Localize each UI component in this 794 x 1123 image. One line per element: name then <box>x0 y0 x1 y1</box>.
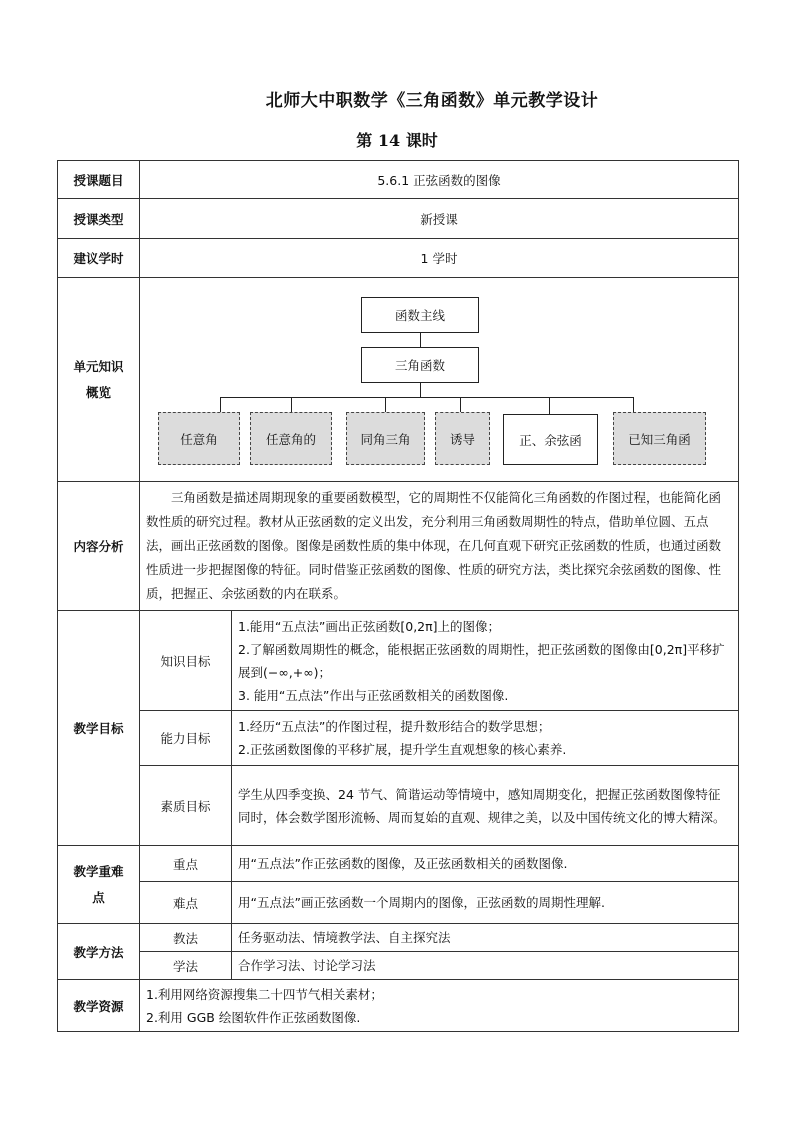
lesson-plan-table <box>57 160 739 1032</box>
difficult-point-label: 难点 <box>140 882 232 924</box>
overview-label <box>58 278 140 482</box>
hours-label: 建议学时 <box>58 239 140 278</box>
diagram-child-box: 已知三角函 <box>613 412 706 465</box>
lesson-number: 第 14 课时 <box>356 131 438 150</box>
diagram-connector <box>549 397 550 414</box>
teaching-method-text: 任务驱动法、情境教学法、自主探究法 <box>232 924 739 952</box>
hours-value: 1 学时 <box>140 239 739 278</box>
overview-label-line2: 概览 <box>85 384 111 400</box>
row-learning-method <box>58 952 739 980</box>
diagram-connector <box>633 397 634 412</box>
type-value: 新授课 <box>140 199 739 239</box>
analysis-text: 三角函数是描述周期现象的重要函数模型，它的周期性不仅能简化三角函数的作图过程，也能简化函数性质的研究过程。教材从正弦函数的定义出发，充分利用三角函数周期性的特点，借助单位圆、五点法，画出正弦函数的图像。图像是函数性质的集中体现，在几何直观下研究正弦函数的性质，也通过函数性质进一步把握图像的特征。同时借鉴正弦函数的图像、性质的研究方法，类比探究余弦函数的图像、性质，把握正、余弦函数的内在联系。 <box>140 482 739 611</box>
ability-goal-list <box>232 711 739 766</box>
keypoints-label <box>58 846 140 924</box>
diagram-child-box: 正、余弦函 <box>503 414 598 465</box>
diagram-connector <box>385 397 386 412</box>
row-difficult-point <box>58 882 739 924</box>
row-goal-ability <box>58 711 739 766</box>
analysis-label: 内容分析 <box>58 482 140 611</box>
ability-goal-label: 能力目标 <box>140 711 232 766</box>
resource-item: 1.利用网络资源搜集二十四节气相关素材； <box>146 986 383 1002</box>
resource-item: 2.利用 GGB 绘图软件作正弦函数图像. <box>146 1009 361 1025</box>
quality-goal-text: 学生从四季变换、24 节气、简谐运动等情境中，感知周期变化，把握正弦函数图像特征同时，体会数学图形流畅、周而复始的直观、规律之美，以及中国传统文化的博大精深。 <box>232 766 739 846</box>
goals-label: 教学目标 <box>58 611 140 846</box>
topic-label: 授课题目 <box>58 161 140 199</box>
knowledge-goal-item: 3. 能用“五点法”作出与正弦函数相关的函数图像. <box>238 687 509 703</box>
row-key-point <box>58 846 739 882</box>
diagram-connector <box>460 397 461 412</box>
resources-label: 教学资源 <box>58 980 140 1032</box>
row-analysis <box>58 482 739 611</box>
quality-goal-label: 素质目标 <box>140 766 232 846</box>
row-type <box>58 199 739 239</box>
diagram-child-box: 任意角 <box>158 412 240 465</box>
diagram-child-box: 同角三角 <box>346 412 425 465</box>
diagram-connector <box>420 383 421 397</box>
keypoints-label-line1: 教学重难 <box>73 863 124 879</box>
diagram-child-box: 任意角的 <box>250 412 332 465</box>
knowledge-goal-item: 2.了解函数周期性的概念，能根据正弦函数的周期性，把正弦函数的图像由[0,2π]平移扩展到(−∞,+∞)； <box>238 641 725 680</box>
overview-label-line1: 单元知识 <box>73 358 124 374</box>
topic-value: 5.6.1 正弦函数的图像 <box>140 161 739 199</box>
row-teaching-method <box>58 924 739 952</box>
knowledge-diagram <box>140 278 739 482</box>
resources-list <box>140 980 739 1032</box>
ability-goal-item: 2.正弦函数图像的平移扩展，提升学生直观想象的核心素养. <box>238 742 567 757</box>
teaching-method-label: 教法 <box>140 924 232 952</box>
difficult-point-text: 用“五点法”画正弦函数一个周期内的图像，正弦函数的周期性理解. <box>232 882 739 924</box>
knowledge-goal-label: 知识目标 <box>140 611 232 711</box>
document-title: 北师大中职数学《三角函数》单元教学设计 <box>265 91 599 111</box>
ability-goal-item: 1.经历“五点法”的作图过程，提升数形结合的数学思想； <box>238 719 551 734</box>
row-hours <box>58 239 739 278</box>
keypoints-label-line2: 点 <box>92 889 105 905</box>
learning-method-label: 学法 <box>140 952 232 980</box>
row-topic <box>58 161 739 199</box>
learning-method-text: 合作学习法、讨论学习法 <box>232 952 739 980</box>
knowledge-goal-list <box>232 611 739 711</box>
methods-label: 教学方法 <box>58 924 140 980</box>
diagram-connector <box>420 333 421 347</box>
diagram-root-box: 函数主线 <box>361 297 479 333</box>
row-resources <box>58 980 739 1032</box>
diagram-connector <box>291 397 292 412</box>
knowledge-goal-item: 1.能用“五点法”画出正弦函数[0,2π]上的图像； <box>238 618 501 634</box>
key-point-text: 用“五点法”作正弦函数的图像，及正弦函数相关的函数图像. <box>232 846 739 882</box>
diagram-connector <box>220 397 221 412</box>
type-label: 授课类型 <box>58 199 140 239</box>
row-overview <box>58 278 739 482</box>
row-goal-quality <box>58 766 739 846</box>
diagram-middle-box: 三角函数 <box>361 347 479 383</box>
diagram-branch-line <box>220 397 633 398</box>
key-point-label: 重点 <box>140 846 232 882</box>
diagram-child-box: 诱导 <box>435 412 490 465</box>
row-goal-knowledge <box>58 611 739 711</box>
